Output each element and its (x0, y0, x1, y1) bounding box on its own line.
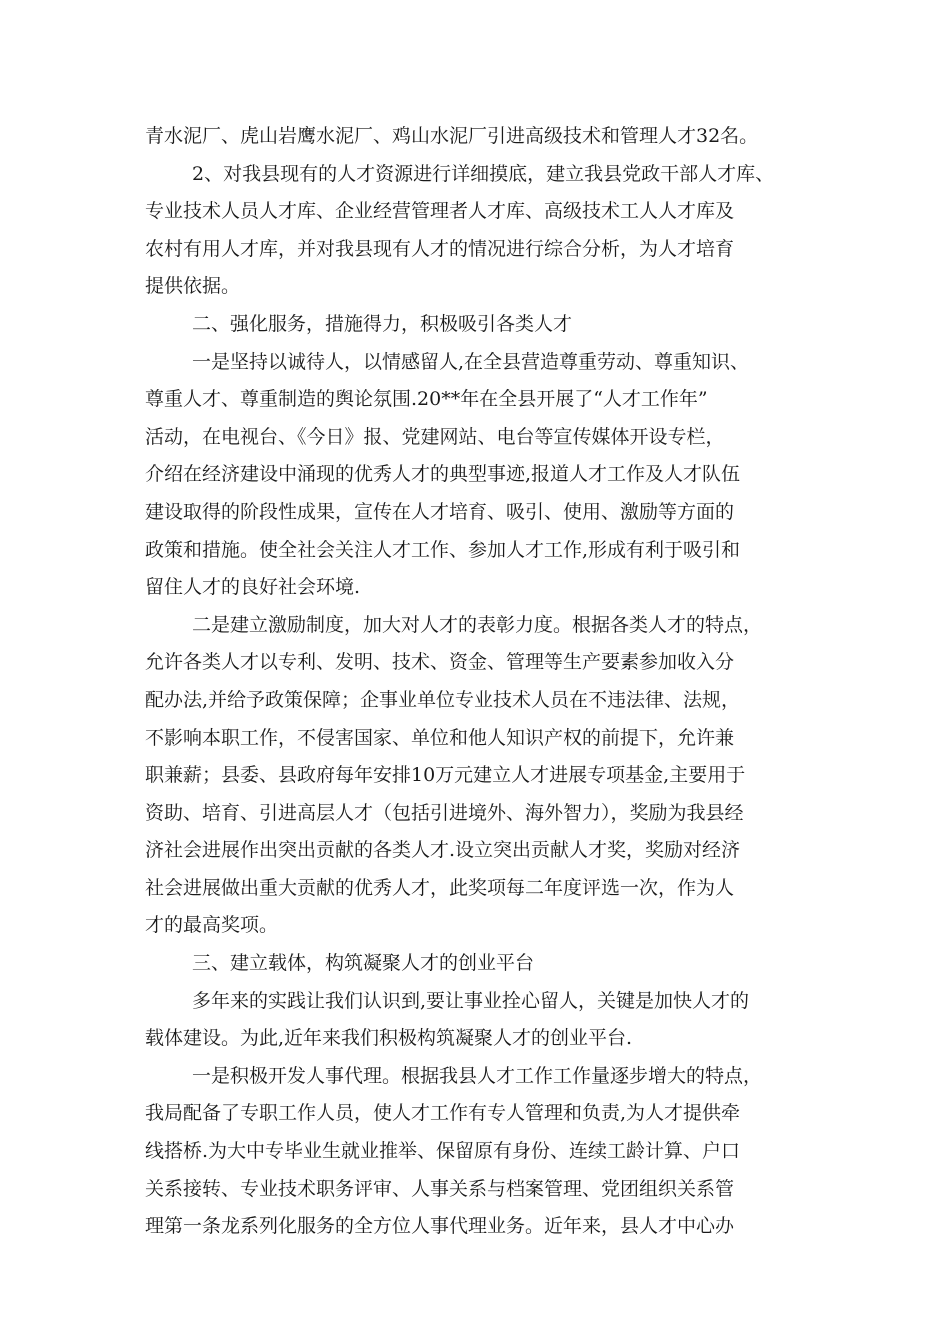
text-line: 不影响本职工作，不侵害国家、单位和他人知识产权的前提下，允许兼 (145, 726, 735, 749)
text-line: 我局配备了专职工作人员，使人才工作有专人管理和负责,为人才提供牵 (145, 1102, 741, 1125)
text-line: 三、建立载体，构筑凝聚人才的创业平台 (192, 952, 535, 975)
text-line: 农村有用人才库，并对我县现有人才的情况进行综合分析，为人才培育 (145, 237, 735, 260)
text-line: 一是积极开发人事代理。根据我县人才工作工作量逐步增大的特点， (192, 1064, 763, 1087)
text-line: 提供依据。 (145, 275, 241, 298)
text-line: 2、对我县现有的人才资源进行详细摸底，建立我县党政干部人才库、 (192, 162, 775, 185)
text-line: 二是建立激励制度，加大对人才的表彰力度。根据各类人才的特点， (192, 613, 763, 636)
text-line: 多年来的实践让我们认识到,要让事业拴心留人，关键是加快人才的 (192, 989, 750, 1012)
text-line: 社会进展做出重大贡献的优秀人才，此奖项每二年度评选一次，作为人 (145, 876, 735, 899)
text-line: 二、强化服务，措施得力，积极吸引各类人才 (192, 312, 573, 335)
text-line: 一是坚持以诚待人，以情感留人,在全县营造尊重劳动、尊重知识、 (192, 350, 750, 373)
text-line: 青水泥厂、虎山岩鹰水泥厂、鸡山水泥厂引进高级技术和管理人才32名。 (145, 125, 759, 147)
text-line: 留住人才的良好社会环境. (145, 576, 361, 599)
text-line: 济社会进展作出突出贡献的各类人才.设立突出贡献人才奖，奖励对经济 (145, 839, 741, 862)
text-line: 载体建设。为此,近年来我们积极构筑凝聚人才的创业平台. (145, 1027, 633, 1050)
text-line: 介绍在经济建设中涌现的优秀人才的典型事迹,报道人才工作及人才队伍 (145, 463, 741, 486)
text-line: 政策和措施。使全社会关注人才工作、参加人才工作,形成有利于吸引和 (145, 538, 741, 561)
document-body (145, 118, 825, 1246)
text-line: 专业技术人员人才库、企业经营管理者人才库、高级技术工人人才库及 (145, 200, 735, 223)
text-line: 建设取得的阶段性成果，宣传在人才培育、吸引、使用、激励等方面的 (145, 500, 735, 523)
text-line: 活动，在电视台、《今日》报、党建网站、电台等宣传媒体开设专栏， (145, 425, 725, 448)
text-line: 理第一条龙系列化服务的全方位人事代理业务。近年来，县人才中心办 (145, 1215, 735, 1238)
text-line: 线搭桥.为大中专毕业生就业推举、保留原有身份、连续工龄计算、户口 (145, 1140, 741, 1163)
text-line: 配办法,并给予政策保障；企事业单位专业技术人员在不违法律、法规， (145, 688, 741, 711)
text-line: 职兼薪；县委、县政府每年安排10万元建立人才进展专项基金,主要用于 (145, 764, 746, 787)
text-line: 才的最高奖项。 (145, 914, 279, 937)
text-line: 尊重人才、尊重制造的舆论氛围.20**年在全县开展了“人才工作年” (145, 388, 708, 411)
text-line: 允许各类人才以专利、发明、技术、资金、管理等生产要素参加收入分 (145, 651, 735, 674)
text-line: 资助、培育、引进高层人才（包括引进境外、海外智力），奖励为我县经 (145, 801, 744, 824)
text-line: 关系接转、专业技术职务评审、人事关系与档案管理、党团组织关系管 (145, 1177, 735, 1200)
